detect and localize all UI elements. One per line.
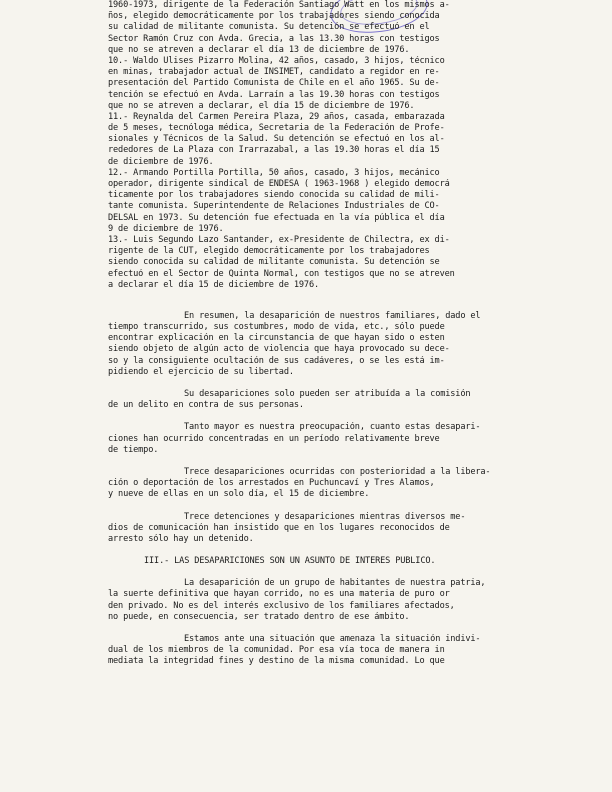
paragraph-public-interest [108, 578, 594, 623]
detainee-list [108, 0, 594, 291]
text-line: 13.- Luis Segundo Lazo Santander, ex-Presidente de Chilectra, ex di- [108, 234, 450, 245]
paragraph-community [108, 634, 594, 668]
paragraph-thirteen-detentions [108, 512, 594, 546]
text-line: presentación del Partido Comunista de Chile en el año 1965. Su de- [108, 78, 440, 89]
text-line: Trece desapariciones ocurridas con posterioridad a la libera- [184, 466, 491, 477]
paragraph-concern [108, 422, 594, 456]
paragraph-attribution [108, 389, 594, 411]
text-line: ticamente por los trabajadores siendo conocida su calidad de mili- [108, 190, 440, 201]
text-line: pidiendo el ejercicio de su libertad. [108, 366, 294, 377]
text-line: siendo objeto de algún acto de violencia que haya provocado su dece- [108, 344, 450, 355]
text-line: 12.- Armando Portilla Portilla, 50 años, casado, 3 hijos, mecánico [108, 167, 440, 178]
text-line: que no se atreven a declarar el día 13 de diciembre de 1976. [108, 44, 410, 55]
text-line: la suerte definitiva que hayan corrido, no es una materia de puro or [108, 589, 450, 600]
text-line: encontrar explicación en la circunstancia de que hayan sido o esten [108, 333, 445, 344]
text-line: mediata la integridad fines y destino de la misma comunidad. Lo que [108, 656, 445, 667]
text-line: dios de comunicación han insistido que en los lugares reconocidos de [108, 522, 450, 533]
paragraph-summary [108, 311, 594, 378]
text-line: operador, dirigente sindical de ENDESA ( 1963-1968 ) elegido democrá [108, 179, 450, 189]
text-line: de diciembre de 1976. [108, 156, 214, 167]
text-line: sionales y Técnicos de la Salud. Su detención se efectuó en los al- [108, 134, 445, 145]
text-line: arresto sólo hay un detenido. [108, 533, 254, 544]
text-line: Estamos ante una situación que amenaza la situación indivi- [184, 634, 481, 644]
text-line: Tanto mayor es nuestra preocupación, cuanto estas desapari- [184, 422, 481, 433]
text-line: tante comunista. Superintendente de Relaciones Industriales de CO- [108, 201, 440, 212]
text-line: no puede, en consecuencia, ser tratado dentro de ese ámbito. [108, 611, 410, 622]
text-line: Sector Ramón Cruz con Avda. Grecia, a las 13.30 horas con testigos [108, 33, 440, 44]
text-line: den privado. No es del interés exclusivo de los familiares afectados, [108, 600, 455, 611]
text-line: Trece detenciones y desapariciones mientras diversos me- [184, 511, 466, 522]
text-line: rigente de la CUT, elegido democráticamente por los trabajadores [108, 246, 430, 257]
text-line: ciones han ocurrido concentradas en un período relativamente breve [108, 433, 440, 444]
section-heading: III.- LAS DESAPARICIONES SON UN ASUNTO DE INTERES PUBLICO. [144, 556, 436, 567]
text-line: 9 de diciembre de 1976. [108, 223, 224, 234]
text-line: so y la consiguiente ocultación de sus cadáveres, o se les está im- [108, 355, 445, 366]
text-line: de 5 meses, tecnóloga médica, Secretaria de la Federación de Profe- [108, 123, 445, 134]
text-line: que no se atreven a declarar, el día 15 de diciembre de 1976. [108, 100, 415, 111]
text-line: tención se efectuó en Avda. Larraín a las 19.30 horas con testigos [108, 89, 440, 100]
text-line: tiempo transcurrido, sus costumbres, modo de vida, etc., sólo puede [108, 322, 445, 333]
text-line: 1960-1973, dirigente de la Federación Santiago Watt en los mismos a- [108, 0, 450, 10]
text-line: 11.- Reynalda del Carmen Pereira Plaza, 29 años, casada, embarazada [108, 111, 445, 122]
text-line: dual de los miembros de la comunidad. Por esa vía toca de manera in [108, 645, 445, 656]
text-line: DELSAL en 1973. Su detención fue efectuada en la vía pública el día [108, 212, 445, 223]
text-line: su calidad de militante comunista. Su detención se efectuó en el [108, 22, 430, 33]
text-line: de tiempo. [108, 444, 159, 455]
text-line: 10.- Waldo Ulises Pizarro Molina, 42 años, casado, 3 hijos, técnico [108, 55, 445, 66]
document-body [108, 0, 594, 668]
text-line: ños, elegido democráticamente por los trabajadores siendo conocida [108, 11, 440, 22]
paragraph-thirteen-disappearances [108, 467, 594, 501]
text-line: efectuó en el Sector de Quinta Normal, con testigos que no se atreven [108, 268, 455, 279]
text-line: En resumen, la desaparición de nuestros familiares, dado el [184, 310, 481, 321]
text-line: ción o deportación de los arrestados en Puchuncaví y Tres Alamos, [108, 478, 435, 489]
text-line: Su desapariciones solo pueden ser atribuída a la comisión [184, 389, 471, 399]
text-line: rededores de La Plaza con Irarrazabal, a las 19.30 horas el día 15 [108, 145, 440, 156]
text-line: y nueve de ellas en un solo día, el 15 de diciembre. [108, 489, 370, 500]
text-line: siendo conocida su calidad de militante comunista. Su detención se [108, 257, 440, 268]
text-line: de un delito en contra de sus personas. [108, 400, 304, 411]
text-line: en minas, trabajador actual de INSIMET, candidato a regidor en re- [108, 67, 440, 78]
text-line: La desaparición de un grupo de habitantes de nuestra patria, [184, 578, 486, 589]
text-line: a declarar el día 15 de diciembre de 1976. [108, 279, 320, 290]
